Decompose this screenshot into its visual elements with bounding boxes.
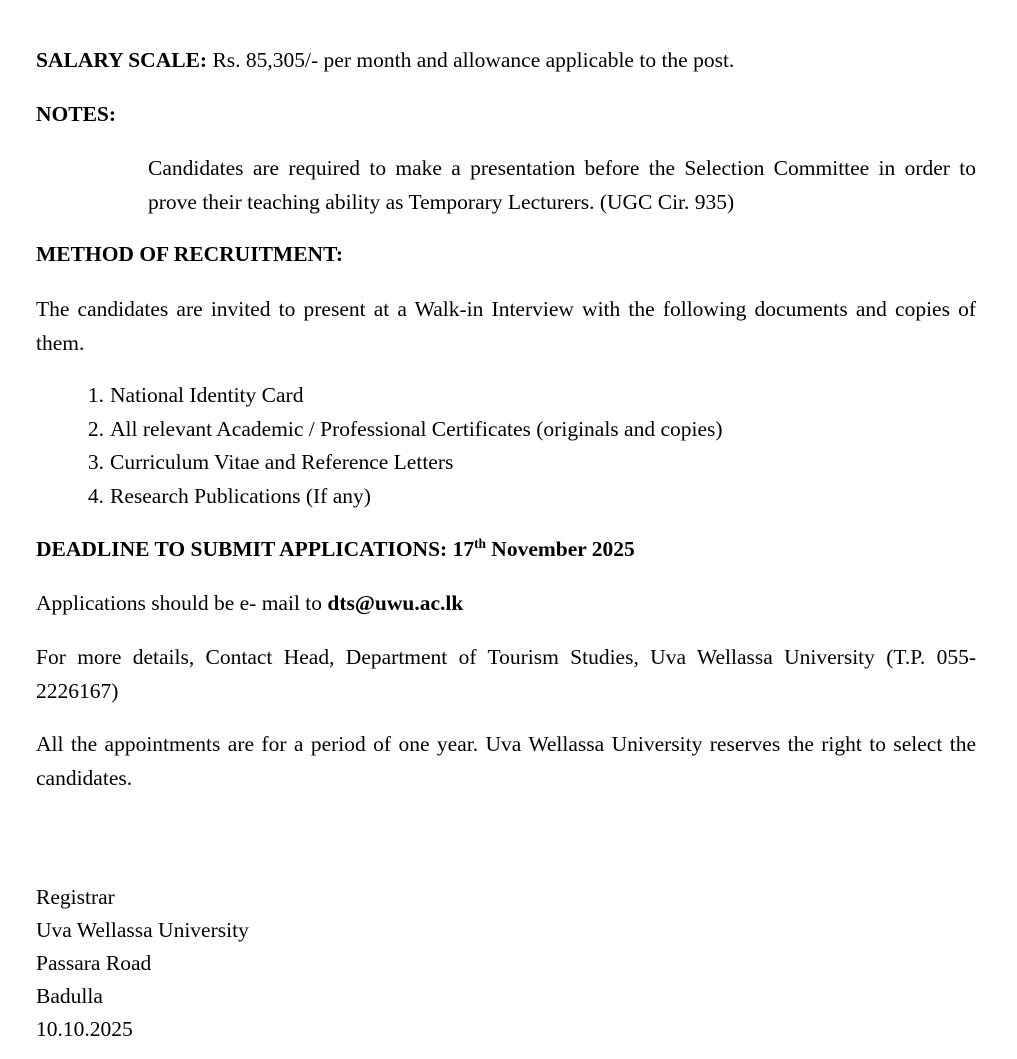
signature-block	[36, 881, 976, 1046]
deadline-line	[36, 533, 976, 567]
signature-line-city: Badulla	[36, 984, 103, 1008]
method-heading: METHOD OF RECRUITMENT:	[36, 242, 343, 266]
email-line	[36, 587, 976, 621]
signature-line-street: Passara Road	[36, 951, 152, 975]
notes-section	[36, 98, 976, 132]
deadline-section	[36, 533, 976, 567]
salary-scale-value: Rs. 85,305/- per month and allowance applicable to the post.	[207, 48, 735, 72]
appointment-terms: All the appointments are for a period of one year. Uva Wellassa University reserves the right to select the candidates.	[36, 732, 976, 790]
required-documents-list	[36, 379, 976, 513]
notes-body: Candidates are required to make a presentation before the Selection Committee in order to prove their teaching ability as Temporary Lecturers. (UGC Cir. 935)	[148, 156, 976, 214]
list-item-label: All relevant Academic / Professional Certificates (originals and copies)	[110, 416, 723, 441]
list-item-label: National Identity Card	[110, 383, 304, 407]
list-item-number: 2.	[87, 416, 104, 441]
deadline-month-year: November 2025	[491, 537, 635, 561]
contact-section	[36, 641, 976, 708]
signature-line-registrar: Registrar	[36, 885, 115, 909]
method-intro-wrapper	[36, 293, 976, 360]
list-item	[36, 379, 976, 413]
application-email[interactable]: dts@uwu.ac.lk	[327, 591, 464, 615]
notes-body-wrapper	[148, 152, 976, 219]
list-item-number: 3.	[87, 450, 104, 474]
signature-line-university: Uva Wellassa University	[36, 918, 249, 942]
list-item	[36, 446, 976, 480]
salary-scale-section	[36, 44, 976, 78]
salary-scale-line	[36, 44, 976, 78]
list-item-number: 4.	[87, 483, 104, 508]
list-item	[36, 480, 976, 514]
email-section	[36, 587, 976, 621]
method-intro: The candidates are invited to present at a Walk-in Interview with the following documents and copies of them.	[36, 297, 976, 355]
method-section	[36, 238, 976, 272]
notes-heading: NOTES:	[36, 102, 117, 126]
email-line-prefix: Applications should be e- mail to	[36, 591, 328, 615]
deadline-day-suffix: th	[474, 535, 486, 551]
required-documents-list-wrapper	[36, 379, 976, 513]
salary-scale-heading: SALARY SCALE:	[36, 48, 208, 72]
signature-line-date: 10.10.2025	[36, 1017, 133, 1041]
list-item-label: Research Publications (If any)	[110, 483, 371, 508]
list-item-label: Curriculum Vitae and Reference Letters	[110, 450, 454, 474]
appointment-terms-section	[36, 728, 976, 795]
list-item-number: 1.	[87, 383, 104, 407]
deadline-heading: DEADLINE TO SUBMIT APPLICATIONS:	[36, 537, 448, 561]
list-item	[36, 413, 976, 447]
contact-details: For more details, Contact Head, Department of Tourism Studies, Uva Wellassa University (T.P. 055-2226167)	[36, 645, 976, 703]
deadline-day: 17	[452, 537, 475, 561]
